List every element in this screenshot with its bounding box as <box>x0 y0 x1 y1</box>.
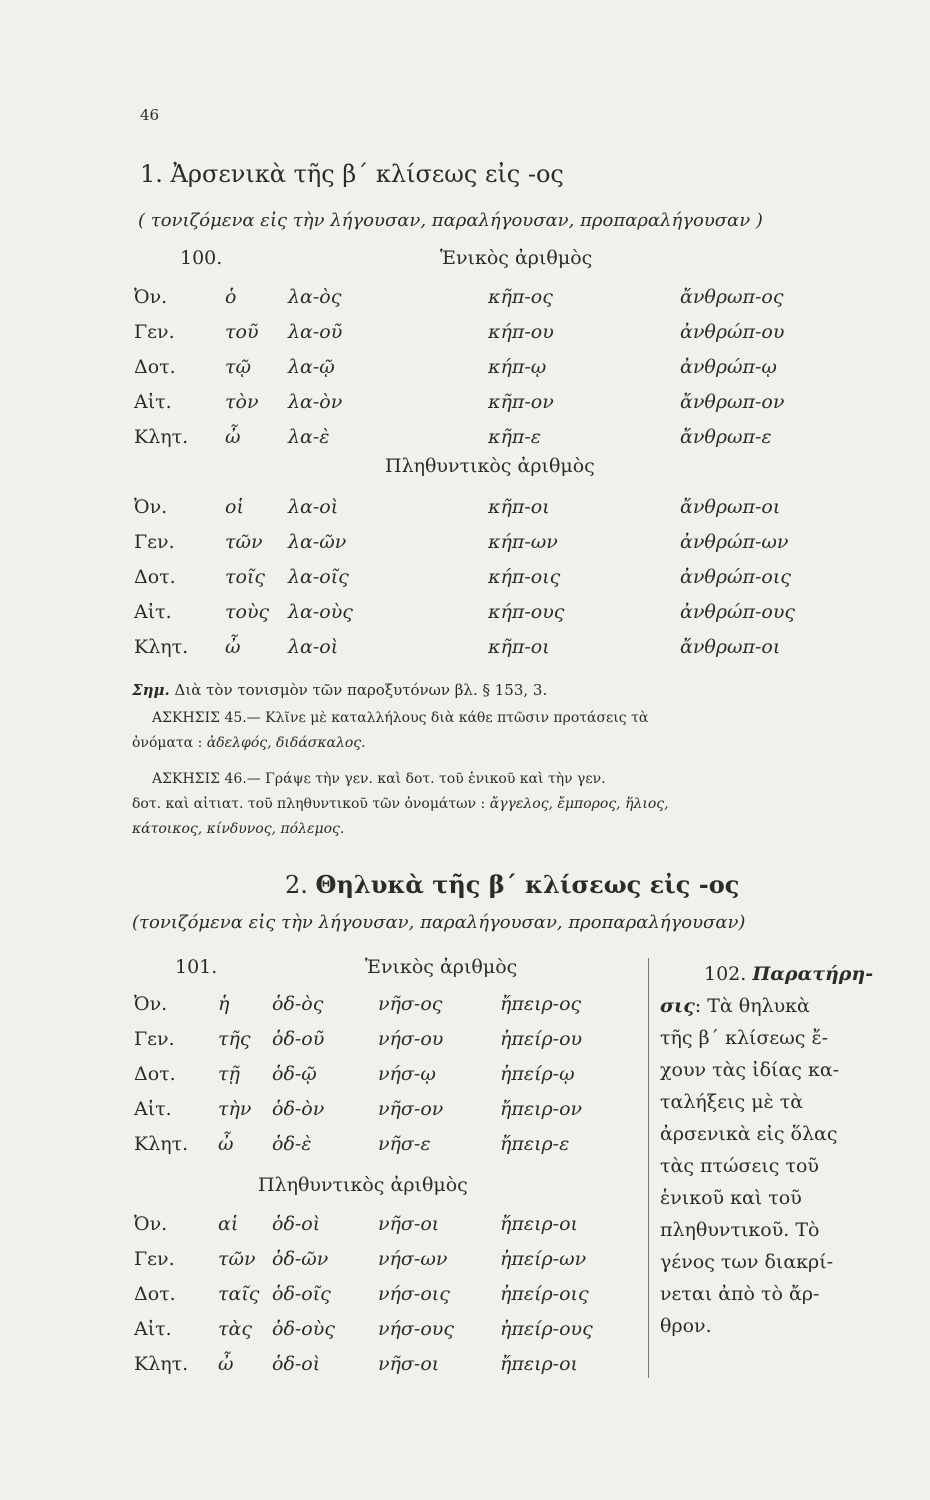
paradigm-form: κῆπ-οι <box>488 496 550 518</box>
remark-line <box>660 1246 890 1278</box>
paradigm-article: οἱ <box>225 496 244 518</box>
note-ask45-line1 <box>132 705 877 731</box>
paradigm-row <box>0 356 930 386</box>
paradigm-row <box>0 1353 930 1383</box>
paradigm-case: Κλητ. <box>134 1353 189 1375</box>
paradigm-form: ἤπειρ-ος <box>500 993 582 1015</box>
remark-text: νεται ἀπὸ τὸ ἄρ- <box>660 1283 820 1305</box>
remark-line <box>660 1214 890 1246</box>
ask46-line1: — Γράψε τὴν γεν. καὶ δοτ. τοῦ ἑνικοῦ καὶ τὴν γεν. <box>246 771 606 787</box>
paradigm-form: λα-ὸς <box>288 286 342 308</box>
paradigm-form: νῆσ-ε <box>378 1133 431 1155</box>
paradigm-article: τὴν <box>218 1098 252 1120</box>
paradigm-form: ἤπειρ-ον <box>500 1098 583 1120</box>
paradigm-form: νῆσ-ος <box>378 993 443 1015</box>
paradigm-form: κῆπ-ε <box>488 426 541 448</box>
paradigm-form: κήπ-ους <box>488 601 565 623</box>
remark-line <box>660 1086 890 1118</box>
paradigm-form: νήσ-ων <box>378 1248 448 1270</box>
paradigm-case: Κλητ. <box>134 426 189 448</box>
section1-plural-label: Πληθυντικὸς ἀριθμὸς <box>385 455 595 477</box>
paradigm-form: ἀνθρώπ-ου <box>680 321 785 343</box>
paradigm-case: Δοτ. <box>134 356 176 378</box>
paradigm-case: Ὀν. <box>134 496 168 518</box>
remark-text: τὰς πτώσεις τοῦ <box>660 1155 819 1177</box>
paradigm-article: ὦ <box>218 1353 234 1375</box>
paradigm-form: ἀνθρώπ-ους <box>680 601 796 623</box>
remark-line <box>660 1022 890 1054</box>
remark-text: : Τὰ θηλυκὰ <box>694 995 810 1017</box>
remark-para-number: 102. <box>704 963 747 985</box>
paradigm-form: ὁδ-ὸν <box>272 1098 325 1120</box>
paradigm-article: τῆς <box>218 1028 251 1050</box>
paradigm-case: Δοτ. <box>134 566 176 588</box>
note-ask46-line3: κάτοικος, κίνδυνος, πόλεμος. <box>132 821 345 837</box>
paradigm-article: ἡ <box>218 993 230 1015</box>
paradigm-article: ὦ <box>225 636 241 658</box>
remark-text: ταλήξεις μὲ τὰ <box>660 1091 804 1113</box>
paradigm-form: ἠπείρ-ων <box>500 1248 587 1270</box>
remark-lines <box>660 990 890 1342</box>
section1-para-number: 100. <box>180 247 223 269</box>
paradigm-form: κήπ-ων <box>488 531 558 553</box>
paradigm-form: ἤπειρ-οι <box>500 1213 578 1235</box>
remark-text: ἑνικοῦ καὶ τοῦ <box>660 1187 802 1209</box>
paradigm-case: Γεν. <box>134 1028 175 1050</box>
remark-line <box>660 958 890 990</box>
paradigm-case: Κλητ. <box>134 636 189 658</box>
remark-line <box>660 1182 890 1214</box>
ask45-line2-pre: ὀνόματα : <box>132 735 203 751</box>
section2-plural-label: Πληθυντικὸς ἀριθμὸς <box>258 1174 468 1196</box>
paradigm-case: Αἰτ. <box>134 391 172 413</box>
paradigm-article: τοὺς <box>225 601 270 623</box>
paradigm-form: ἄνθρωπ-ος <box>680 286 784 308</box>
paradigm-article: τῶν <box>218 1248 256 1270</box>
paradigm-form: ἤπειρ-ε <box>500 1133 570 1155</box>
paradigm-form: λα-οὶ <box>288 636 339 658</box>
remark-line <box>660 1310 890 1342</box>
paradigm-row <box>0 636 930 666</box>
note-sim <box>132 677 877 703</box>
page-number: 46 <box>140 106 160 124</box>
note-ask46-line1 <box>132 766 877 792</box>
remark-text: χουν τὰς ἰδίας κα- <box>660 1059 840 1081</box>
paradigm-form: ὁδ-οὶ <box>272 1213 321 1235</box>
paradigm-form: λα-ὲ <box>288 426 330 448</box>
section2-singular-label: Ἑνικὸς ἀριθμὸς <box>365 956 518 978</box>
remark-head: σις <box>660 995 695 1017</box>
paradigm-form: νήσ-ου <box>378 1028 444 1050</box>
paradigm-form: ἄνθρωπ-ε <box>680 426 772 448</box>
paradigm-form: νῆσ-οι <box>378 1213 440 1235</box>
paradigm-form: ὁδ-οὺς <box>272 1318 335 1340</box>
paradigm-article: ὦ <box>218 1133 234 1155</box>
paradigm-form: ὁδ-ῷ <box>272 1063 317 1085</box>
section2-title <box>285 870 739 899</box>
column-divider <box>648 958 649 1378</box>
paradigm-row <box>0 531 930 561</box>
paradigm-form: λα-οῖς <box>288 566 349 588</box>
remark-line <box>660 1150 890 1182</box>
paradigm-form: κῆπ-ος <box>488 286 553 308</box>
paradigm-form: ἄνθρωπ-ον <box>680 391 785 413</box>
paradigm-article: τῷ <box>225 356 252 378</box>
paradigm-case: Ὀν. <box>134 1213 168 1235</box>
paradigm-article: τοῖς <box>225 566 266 588</box>
paradigm-form: ὁδ-οῦ <box>272 1028 325 1050</box>
section2-subtitle: (τονιζόμενα εἰς τὴν λήγουσαν, παραλήγουσαν, προπαραλήγουσαν) <box>132 912 746 933</box>
section2-para-number: 101. <box>175 956 218 978</box>
paradigm-article: αἱ <box>218 1213 239 1235</box>
paradigm-form: ὁδ-οῖς <box>272 1283 331 1305</box>
section1-singular-label: Ἑνικὸς ἀριθμὸς <box>440 247 593 269</box>
remark-line <box>660 1278 890 1310</box>
paradigm-row <box>0 321 930 351</box>
note-sim-label: Σημ. <box>132 681 170 699</box>
paradigm-form: κήπ-ου <box>488 321 554 343</box>
paradigm-form: κῆπ-οι <box>488 636 550 658</box>
paradigm-form: ἠπείρ-ους <box>500 1318 593 1340</box>
paradigm-article: τῶν <box>225 531 263 553</box>
note-ask46-line2 <box>132 791 877 817</box>
paradigm-form: ὁδ-ῶν <box>272 1248 329 1270</box>
remark-text: θρον. <box>660 1315 712 1337</box>
paradigm-case: Ὀν. <box>134 993 168 1015</box>
note-ask45-line2 <box>132 730 877 756</box>
paradigm-form: ὁδ-ὸς <box>272 993 324 1015</box>
paradigm-case: Γεν. <box>134 1248 175 1270</box>
paradigm-case: Αἰτ. <box>134 1318 172 1340</box>
section1-number: 1. <box>140 160 163 188</box>
section1-title <box>140 160 564 188</box>
paradigm-form: κήπ-ῳ <box>488 356 547 378</box>
paradigm-form: λα-ῶν <box>288 531 347 553</box>
paradigm-row <box>0 496 930 526</box>
paradigm-form: ἠπείρ-οις <box>500 1283 589 1305</box>
paradigm-case: Δοτ. <box>134 1063 176 1085</box>
section2-number: 2. <box>285 871 308 899</box>
note-sim-text: Διὰ τὸν τονισμὸν τῶν παροξυτόνων βλ. § 153, 3. <box>174 681 548 699</box>
paradigm-form: κῆπ-ον <box>488 391 554 413</box>
paradigm-form: νήσ-ους <box>378 1318 454 1340</box>
paradigm-form: νῆσ-ον <box>378 1098 444 1120</box>
paradigm-row <box>0 566 930 596</box>
paradigm-case: Γεν. <box>134 531 175 553</box>
ask45-line1: — Κλῖνε μὲ καταλλήλους διὰ κάθε πτῶσιν προτάσεις τὰ <box>246 710 649 726</box>
remark-line <box>660 1054 890 1086</box>
paradigm-case: Δοτ. <box>134 1283 176 1305</box>
ask46-line2-words: ἄγγελος, ἔμπορος, ἥλιος, <box>489 796 669 812</box>
paradigm-article: τὰς <box>218 1318 252 1340</box>
paradigm-case: Αἰτ. <box>134 601 172 623</box>
paradigm-form: ἄνθρωπ-οι <box>680 636 781 658</box>
paradigm-form: λα-οὶ <box>288 496 339 518</box>
paradigm-form: κήπ-οις <box>488 566 561 588</box>
remark-head: Παρατήρη- <box>752 963 874 985</box>
paradigm-article: ταῖς <box>218 1283 260 1305</box>
paradigm-form: ἄνθρωπ-οι <box>680 496 781 518</box>
section2-title-text: Θηλυκὰ τῆς β΄ κλίσεως εἰς -ος <box>315 870 740 899</box>
remark-text: γένος των διακρί- <box>660 1251 834 1273</box>
paradigm-form: λα-οῦ <box>288 321 343 343</box>
paradigm-form: νήσ-οις <box>378 1283 450 1305</box>
paradigm-form: ὁδ-οὶ <box>272 1353 321 1375</box>
paradigm-form: ἀνθρώπ-οις <box>680 566 791 588</box>
paradigm-form: ἠπείρ-ου <box>500 1028 583 1050</box>
paradigm-form: νῆσ-οι <box>378 1353 440 1375</box>
paradigm-form: ἀνθρώπ-ῳ <box>680 356 777 378</box>
paradigm-form: λα-ὸν <box>288 391 343 413</box>
ask45-label: ΑΣΚΗΣΙΣ 45. <box>152 710 247 726</box>
ask46-label: ΑΣΚΗΣΙΣ 46. <box>152 771 247 787</box>
section1-subtitle: ( τονιζόμενα εἰς τὴν λήγουσαν, παραλήγουσαν, προπαραλήγουσαν ) <box>138 210 763 231</box>
paradigm-form: λα-ῷ <box>288 356 335 378</box>
ask45-line2-words: ἀδελφός, διδάσκαλος. <box>206 735 366 751</box>
paradigm-form: νήσ-ῳ <box>378 1063 436 1085</box>
paradigm-form: ἤπειρ-οι <box>500 1353 578 1375</box>
paradigm-row <box>0 426 930 456</box>
paradigm-article: τοῦ <box>225 321 259 343</box>
remark-text: τῆς β΄ κλίσεως ἔ- <box>660 1027 829 1049</box>
paradigm-row <box>0 391 930 421</box>
paradigm-case: Γεν. <box>134 321 175 343</box>
remark-box <box>660 958 890 1342</box>
paradigm-row <box>0 601 930 631</box>
paradigm-case: Αἰτ. <box>134 1098 172 1120</box>
paradigm-form: λα-οὺς <box>288 601 353 623</box>
paradigm-case: Ὀν. <box>134 286 168 308</box>
remark-line <box>660 1118 890 1150</box>
paradigm-article: ὦ <box>225 426 241 448</box>
remark-text: ἀρσενικὰ εἰς ὅλας <box>660 1123 838 1145</box>
section1-title-text: Ἀρσενικὰ τῆς β΄ κλίσεως εἰς -ος <box>170 160 564 188</box>
paradigm-form: ἀνθρώπ-ων <box>680 531 789 553</box>
paradigm-case: Κλητ. <box>134 1133 189 1155</box>
remark-text: πληθυντικοῦ. Τὸ <box>660 1219 820 1241</box>
paradigm-article: τὸν <box>225 391 259 413</box>
remark-line <box>660 990 890 1022</box>
paradigm-article: ὁ <box>225 286 237 308</box>
paradigm-article: τῇ <box>218 1063 240 1085</box>
ask46-line2-pre: δοτ. καὶ αἰτιατ. τοῦ πληθυντικοῦ τῶν ὀνομάτων : <box>132 796 486 812</box>
paradigm-form: ἠπείρ-ῳ <box>500 1063 575 1085</box>
paradigm-row <box>0 286 930 316</box>
paradigm-form: ὁδ-ὲ <box>272 1133 312 1155</box>
